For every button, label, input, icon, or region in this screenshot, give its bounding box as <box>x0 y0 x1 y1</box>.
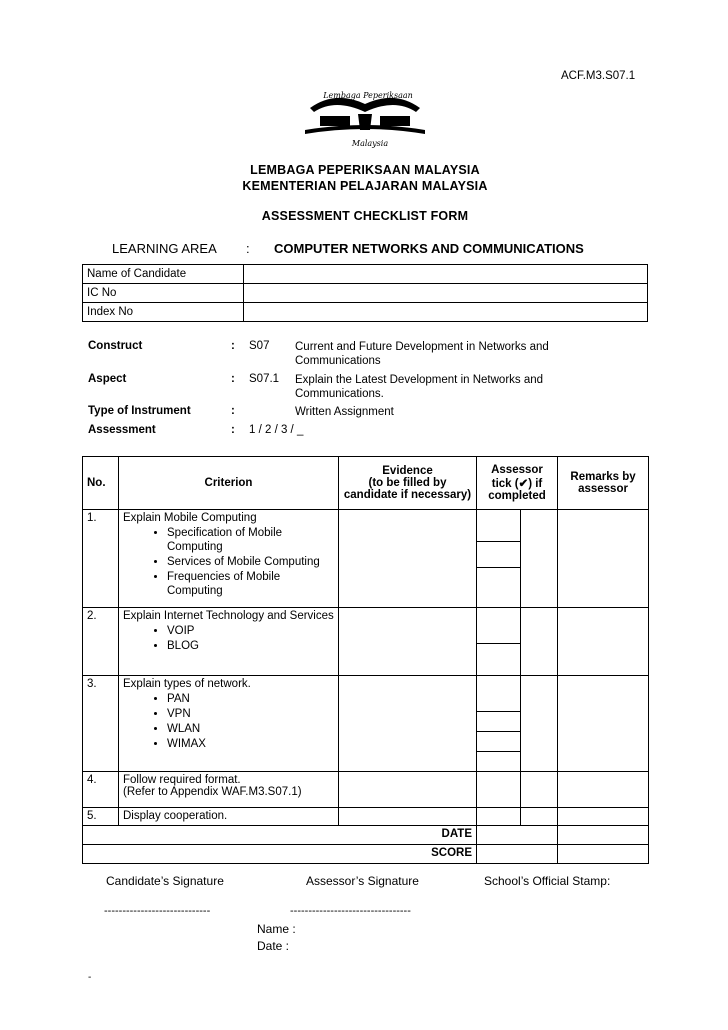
row-criterion <box>119 608 339 676</box>
assessor-header-l1: Assessor <box>491 464 543 476</box>
index-no-label: Index No <box>83 303 244 322</box>
assessor-tick-cell[interactable] <box>477 676 521 772</box>
candidate-signature-line[interactable]: ----------------------------- <box>104 905 211 917</box>
date-row <box>83 826 649 845</box>
evidence-cell[interactable] <box>339 808 477 826</box>
row-criterion: Display cooperation. <box>119 808 339 826</box>
row-criterion <box>119 510 339 608</box>
score-row <box>83 845 649 864</box>
index-no-field[interactable] <box>244 303 648 322</box>
row-number: 2. <box>83 608 119 676</box>
assessment-label: Assessment <box>88 424 156 436</box>
table-row <box>83 676 649 772</box>
remarks-header-l2: assessor <box>578 483 628 495</box>
col-header-no: No. <box>83 457 119 510</box>
ic-no-field[interactable] <box>244 284 648 303</box>
table-row <box>83 510 649 608</box>
aspect-code: S07.1 <box>249 373 280 385</box>
score-label: SCORE <box>83 845 477 864</box>
learning-area-colon: : <box>246 241 250 256</box>
assessor-tick-cell-2[interactable] <box>521 772 558 808</box>
construct-desc: Current and Future Development in Networks and Communications <box>295 341 549 367</box>
construct-label: Construct <box>88 340 143 352</box>
row-number: 3. <box>83 676 119 772</box>
learning-area-label: LEARNING AREA <box>112 241 217 256</box>
evidence-header-l3: candidate if necessary) <box>343 489 472 501</box>
criterion-title: Explain types of network. <box>123 678 251 690</box>
criterion-item: • VPN <box>167 707 334 721</box>
criterion-item: • Services of Mobile Computing <box>167 555 334 569</box>
learning-area-value: COMPUTER NETWORKS AND COMMUNICATIONS <box>274 241 584 256</box>
criterion-item: • VOIP <box>167 624 334 638</box>
assessor-tick-cell[interactable] <box>477 772 521 808</box>
col-header-assessor <box>477 457 558 510</box>
score-remarks[interactable] <box>558 845 649 864</box>
assessor-tick-cell[interactable] <box>477 808 521 826</box>
row-number: 4. <box>83 772 119 808</box>
criterion-item: • WLAN <box>167 722 334 736</box>
ic-no-row <box>83 284 648 303</box>
index-no-row <box>83 303 648 322</box>
criterion-item: • BLOG <box>167 639 334 653</box>
row-criterion <box>119 676 339 772</box>
candidate-info-table <box>82 264 648 322</box>
remarks-cell[interactable] <box>558 676 649 772</box>
aspect-desc: Explain the Latest Development in Networks and Communications. <box>295 374 544 400</box>
candidate-name-label: Name of Candidate <box>83 265 244 284</box>
criterion-item: • Frequencies of Mobile Computing <box>167 570 334 598</box>
row-number: 1. <box>83 510 119 608</box>
assessment-code: 1 / 2 / 3 / _ <box>249 424 304 436</box>
assessor-header-l3: completed <box>488 490 546 502</box>
ic-no-label: IC No <box>83 284 244 303</box>
evidence-cell[interactable] <box>339 608 477 676</box>
col-header-evidence <box>339 457 477 510</box>
table-header-row <box>83 457 649 510</box>
criterion-title: Explain Internet Technology and Services <box>123 610 334 622</box>
lembaga-logo <box>290 86 440 150</box>
evidence-cell[interactable] <box>339 510 477 608</box>
date-label: DATE <box>83 826 477 845</box>
table-row <box>83 608 649 676</box>
assessor-tick-cell-2[interactable] <box>521 608 558 676</box>
criterion-title: Explain Mobile Computing <box>123 512 257 524</box>
table-row <box>83 772 649 808</box>
date-field[interactable] <box>477 826 558 845</box>
assessor-date-label: Date : <box>257 939 290 953</box>
aspect-label: Aspect <box>88 373 127 385</box>
assessor-tick-cell-2[interactable] <box>521 808 558 826</box>
stamp-label: School’s Official Stamp: <box>484 874 611 888</box>
aspect-colon: : <box>231 373 235 385</box>
logo-text-top: Lembaga Peperiksaan <box>323 91 413 100</box>
instrument-desc: Written Assignment <box>295 406 394 418</box>
assessor-tick-cell-2[interactable] <box>521 676 558 772</box>
evidence-header-l2: (to be filled by <box>368 477 447 489</box>
evidence-cell[interactable] <box>339 772 477 808</box>
construct-code: S07 <box>249 340 270 352</box>
assessor-tick-cell-2[interactable] <box>521 510 558 608</box>
remarks-header-l1: Remarks by <box>570 471 636 483</box>
construct-colon: : <box>231 340 235 352</box>
remarks-cell[interactable] <box>558 808 649 826</box>
document-code: ACF.M3.S07.1 <box>561 70 636 82</box>
criteria-table <box>82 456 649 864</box>
col-header-remarks <box>558 457 649 510</box>
evidence-cell[interactable] <box>339 676 477 772</box>
candidate-signature-label: Candidate’s Signature <box>106 874 224 888</box>
evidence-header-l1: Evidence <box>382 465 433 477</box>
instrument-colon: : <box>231 405 235 417</box>
assessor-header-l2: tick (✔) if <box>491 478 543 490</box>
candidate-name-field[interactable] <box>244 265 648 284</box>
remarks-cell[interactable] <box>558 772 649 808</box>
footer-mark: - <box>88 972 92 983</box>
instrument-label: Type of Instrument <box>88 405 191 417</box>
criterion-item: • WIMAX <box>167 737 334 751</box>
logo-text-bottom: Malaysia <box>351 139 389 148</box>
remarks-cell[interactable] <box>558 510 649 608</box>
assessor-signature-line[interactable]: --------------------------------- <box>290 905 411 917</box>
row-number: 5. <box>83 808 119 826</box>
remarks-cell[interactable] <box>558 608 649 676</box>
candidate-name-row <box>83 265 648 284</box>
row-criterion <box>119 772 339 808</box>
assessment-colon: : <box>231 424 235 436</box>
col-header-criterion: Criterion <box>119 457 339 510</box>
date-remarks[interactable] <box>558 826 649 845</box>
form-title: ASSESSMENT CHECKLIST FORM <box>261 209 469 223</box>
assessor-tick-cell[interactable] <box>477 608 521 676</box>
criterion-item: • Specification of Mobile Computing <box>167 526 334 554</box>
score-field[interactable] <box>477 845 558 864</box>
org-name-line1: LEMBAGA PEPERIKSAAN MALAYSIA <box>250 163 480 177</box>
criterion-item: • PAN <box>167 692 334 706</box>
assessor-tick-cell[interactable] <box>477 510 521 608</box>
criterion-title: Follow required format. <box>123 774 241 786</box>
assessor-name-label: Name : <box>257 922 296 936</box>
assessor-signature-label: Assessor’s Signature <box>306 874 419 888</box>
criterion-note: (Refer to Appendix WAF.M3.S07.1) <box>123 786 302 798</box>
org-name-line2: KEMENTERIAN PELAJARAN MALAYSIA <box>242 179 488 193</box>
table-row <box>83 808 649 826</box>
